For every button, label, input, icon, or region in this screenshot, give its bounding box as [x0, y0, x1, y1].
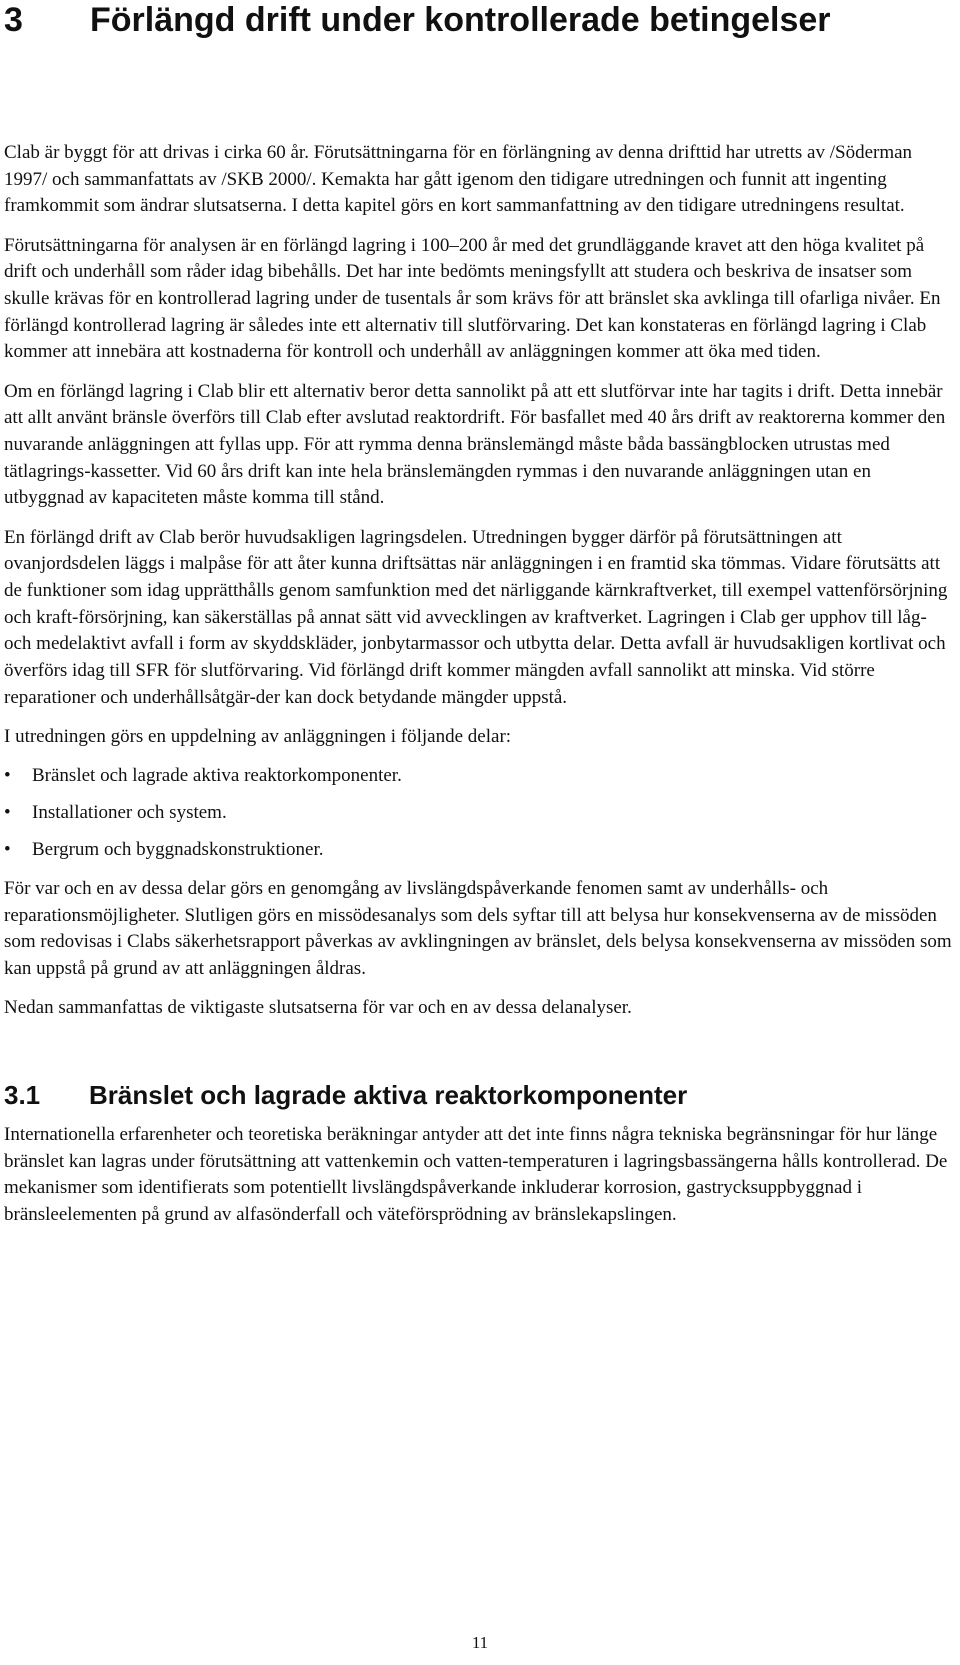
section-title: Bränslet och lagrade aktiva reaktorkomponenter — [89, 1079, 688, 1110]
paragraph-division: I utredningen görs en uppdelning av anläggningen i följande delar: — [4, 726, 512, 748]
paragraph-review: För var och en av dessa delar görs en genomgång av livslängdspåverkande fenomen samt av underhålls- och reparationsmöjligheter. Slutligen görs en missödesanalys som dels syftar till att belysa hur konsekvenserna av de missöden som redovisas i Clabs säkerhetsrapport påverkas av avklingningen av bränslet, dels belysa konsekvenserna av missöden som kan uppstå på grund av att anläggningen åldras. — [4, 877, 952, 980]
section-heading — [4, 1080, 954, 1110]
list-item-text: Installationer och system. — [32, 802, 227, 824]
list-item-text: Bränslet och lagrade aktiva reaktorkomponenter. — [32, 765, 402, 787]
chapter-heading — [4, 0, 954, 40]
paragraph-prerequisites: Förutsättningarna för analysen är en förlängd lagring i 100–200 år med det grundläggande kravet att den höga kvalitet på drift och underhåll som råder idag bibehålls. Det har inte bedömts meningsfyllt att studera och beskriva de insatser som skulle krävas för en kontrollerad lagring under de tusentals år som krävs för att bränslet ska avklinga till ofarliga nivåer. En förlängd kontrollerad lagring är således inte ett alternativ till slutförvaring. Det kan konstateras en förlängd lagring i Clab kommer att innebära att kostnaderna för kontroll och underhåll av anläggningen kommer att öka med tiden. — [4, 234, 941, 363]
chapter-number: 3 — [4, 1, 23, 39]
paragraph-alternative: Om en förlängd lagring i Clab blir ett alternativ beror detta sannolikt på att ett slutförvar inte har tagits i drift. Detta innebär att allt använt bränsle överförs till Clab efter avslutad reaktordrift. För basfallet med 40 års drift av reaktorerna kommer den nuvarande anläggningen att fyllas upp. För att rymma denna bränslemängd måste båda bassängblocken utrustas med tätlagrings-kassetter. Vid 60 års drift kan inte hela bränslemängden rymmas i den nuvarande anläggningen utan en utbyggnad av kapaciteten måste komma till stånd. — [4, 380, 946, 509]
bullet-icon: • — [4, 765, 11, 787]
list-item — [4, 763, 954, 790]
bullet-icon: • — [4, 802, 11, 824]
section-number: 3.1 — [4, 1079, 41, 1110]
chapter-title: Förlängd drift under kontrollerade betingelser — [90, 1, 831, 39]
parts-list — [4, 763, 954, 864]
bullet-icon: • — [4, 839, 11, 861]
document-body — [4, 140, 954, 1241]
paragraph-storage-part: En förlängd drift av Clab berör huvudsakligen lagringsdelen. Utredningen bygger därför på förutsättningen att ovanjordsdelen läggs i malpåse för att åter kunna driftsättas när anläggningen i en framtid ska tömmas. Vidare förutsätts att de funktioner som idag upprätthålls genom samfunktion med det närliggande kärnkraftverket, till exempel vattenförsörjning och kraft-försörjning, kan säkerställas på annat sätt vid avvecklingen av kraftverket. Lagringen i Clab ger upphov till låg- och medelaktivt avfall i form av skyddskläder, jonbytarmassor och utbytta delar. Detta avfall är huvudsakligen kortlivat och överförs idag till SFR för slutförvaring. Vid förlängd drift kommer mängden avfall sannolikt att minska. Vid större reparationer och underhållsåtgär-der kan dock betydande mängder uppstå. — [4, 526, 948, 708]
paragraph-intro: Clab är byggt för att drivas i cirka 60 år. Förutsättningarna för en förlängning av denna drifttid har utretts av /Söderman 1997/ och sammanfattats av /SKB 2000/. Kemakta har gått igenom den tidigare utredningen och funnit att ingenting framkommit som ändrar slutsatserna. I detta kapitel görs en kort sammanfattning av den tidigare utredningens resultat. — [4, 142, 913, 217]
list-item-text: Bergrum och byggnadskonstruktioner. — [32, 839, 324, 861]
page-number: 11 — [471, 1633, 489, 1652]
paragraph-section-text: Internationella erfarenheter och teoretiska beräkningar antyder att det inte finns några tekniska begränsningar för hur länge bränslet kan lagras under förutsättning att vattenkemin och vatten-temperaturen i lagringsbassängerna hålls kontrollerad. De mekanismer som identifierats som potentiellt livslängdspåverkande inkluderar korrosion, gastrycksuppbyggnad i bränsleelementen på grund av alfasönderfall och väteförsprödning av bränslekapslingen. — [4, 1123, 948, 1226]
paragraph-summary-intro: Nedan sammanfattas de viktigaste slutsatserna för var och en av dessa delanalyser. — [4, 997, 632, 1019]
list-item — [4, 837, 954, 864]
list-item — [4, 800, 954, 827]
